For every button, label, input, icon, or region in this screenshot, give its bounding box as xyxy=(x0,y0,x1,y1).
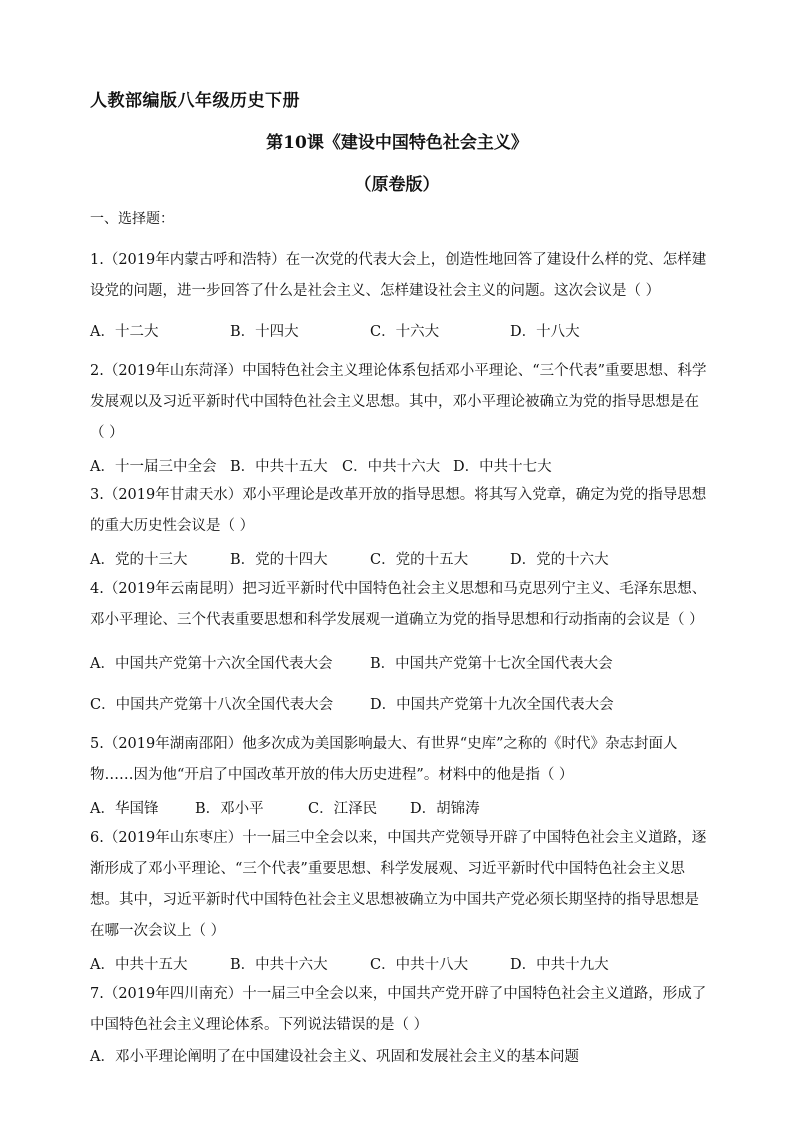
option-a: A．十二大 xyxy=(90,324,159,340)
question-7-options xyxy=(90,1045,710,1067)
question-5-stem: 5.（2019年湖南邵阳）他多次成为美国影响最大、有世界“史库”之称的《时代》杂志封面人物……因为他“开启了中国改革开放的伟大历史进程”。材料中的他是指（ ） xyxy=(90,736,678,783)
lesson-title: 第10课《建设中国特色社会主义》 xyxy=(266,133,528,153)
option-b: B．党的十四大 xyxy=(230,552,328,568)
option-c: C．中国共产党第十八次全国代表大会 xyxy=(90,697,334,713)
question-3-stem: 3.（2019年甘肃天水）邓小平理论是改革开放的指导思想。将其写入党章，确定为党的指导思想的重大历史性会议是（ ） xyxy=(90,487,707,534)
option-c: C．十六大 xyxy=(370,324,440,340)
question-1-stem: 1.（2019年内蒙古呼和浩特）在一次党的代表大会上，创造性地回答了建设什么样的党、怎样建设党的问题，进一步回答了什么是社会主义、怎样建设社会主义的问题。这次会议是（ ） xyxy=(90,252,707,299)
option-a: A．十一届三中全会 xyxy=(90,459,217,475)
option-a: A．邓小平理论阐明了在中国建设社会主义、巩固和发展社会主义的基本问题 xyxy=(90,1049,579,1065)
option-c: C．中共十六大 xyxy=(342,459,441,475)
option-b: B．中共十六大 xyxy=(230,957,328,973)
option-a: A．中国共产党第十六次全国代表大会 xyxy=(90,656,333,672)
question-2-options xyxy=(90,455,710,477)
book-title: 人教部编版八年级历史下册 xyxy=(90,91,300,111)
option-c: C．党的十五大 xyxy=(370,552,469,568)
version-label: （原卷版） xyxy=(354,175,440,195)
question-6-options xyxy=(90,953,710,975)
question-4-options-row-1 xyxy=(90,652,710,674)
option-c: C．江泽民 xyxy=(308,801,378,817)
option-b: B．中共十五大 xyxy=(230,459,328,475)
option-c: C．中共十八大 xyxy=(370,957,469,973)
option-d: D．中共十九大 xyxy=(510,957,609,973)
option-d: D．胡锦涛 xyxy=(410,801,480,817)
question-4-options-row-2 xyxy=(90,693,710,715)
question-6-stem: 6.（2019年山东枣庄）十一届三中全会以来，中国共产党领导开辟了中国特色社会主义道路，逐渐形成了邓小平理论、“三个代表”重要思想、科学发展观、习近平新时代中国特色社会主义思想。其中，习近平新时代中国特色社会主义思想被确立为中国共产党必须长期坚持的指导思想是在哪一次会议上（ ） xyxy=(90,830,707,939)
question-4-stem: 4.（2019年云南昆明）把习近平新时代中国特色社会主义思想和马克思列宁主义、毛泽东思想、邓小平理论、三个代表重要思想和科学发展观一道确立为党的指导思想和行动指南的会议是（ ） xyxy=(90,581,707,628)
option-a: A．中共十五大 xyxy=(90,957,188,973)
question-3-options xyxy=(90,548,710,570)
option-d: D．中共十七大 xyxy=(453,459,552,475)
option-b: B．中国共产党第十七次全国代表大会 xyxy=(370,656,613,672)
option-d: D．十八大 xyxy=(510,324,580,340)
option-d: D．中国共产党第十九次全国代表大会 xyxy=(370,697,614,713)
option-a: A．华国锋 xyxy=(90,801,159,817)
question-7-stem: 7.（2019年四川南充）十一届三中全会以来，中国共产党开辟了中国特色社会主义道路，形成了中国特色社会主义理论体系。下列说法错误的是（ ） xyxy=(90,986,707,1033)
section-heading: 一、选择题： xyxy=(90,211,174,227)
option-d: D．党的十六大 xyxy=(510,552,609,568)
question-2-stem: 2.（2019年山东菏泽）中国特色社会主义理论体系包括邓小平理论、“三个代表”重要思想、科学发展观以及习近平新时代中国特色社会主义思想。其中，邓小平理论被确立为党的指导思想是在（ ） xyxy=(90,363,707,441)
option-a: A．党的十三大 xyxy=(90,552,188,568)
question-1-options xyxy=(90,320,710,342)
option-b: B．十四大 xyxy=(230,324,299,340)
question-5-options xyxy=(90,797,710,819)
option-b: B．邓小平 xyxy=(195,801,264,817)
